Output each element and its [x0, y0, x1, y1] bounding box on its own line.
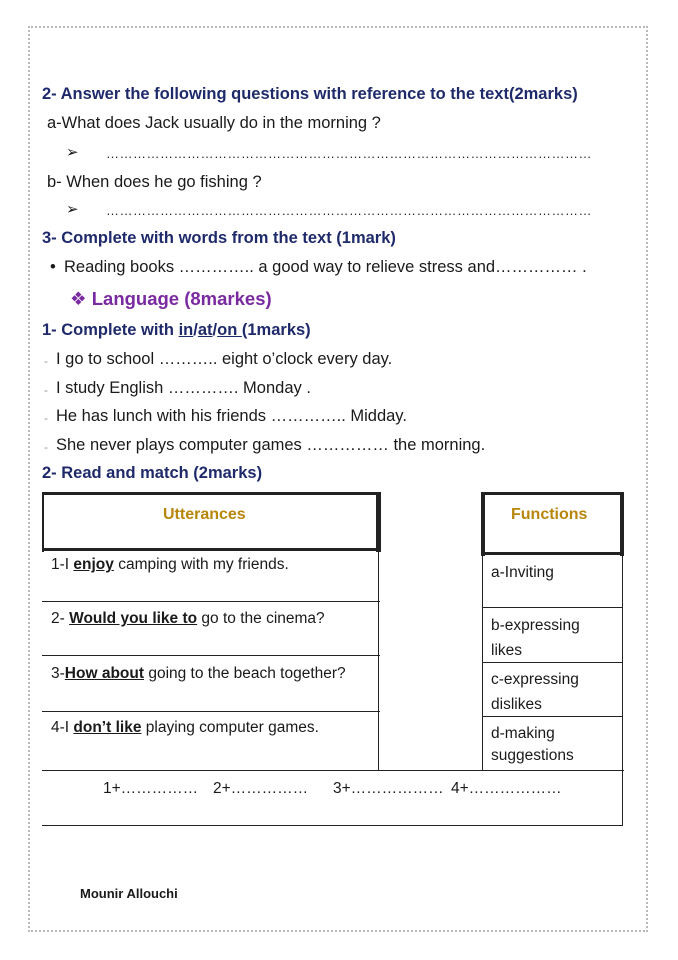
function-d-line-2: suggestions — [491, 747, 574, 764]
section-2-title: 2- Answer the following questions with reference to the text(2marks) — [42, 85, 578, 103]
exercise-item-3: He has lunch with his friends ………….. Midday. — [56, 407, 407, 425]
function-c-line-2: dislikes — [491, 696, 542, 713]
answer-slot-1: 1+…………… — [103, 780, 199, 797]
dash-marker: - — [44, 354, 48, 368]
bullet-icon: • — [50, 258, 56, 276]
question-a: a-What does Jack usually do in the morning ? — [47, 114, 381, 132]
function-b-line-2: likes — [491, 642, 523, 659]
dash-marker: - — [44, 440, 48, 454]
table-header-functions: Functions — [511, 506, 588, 523]
exercise-item-2: I study English …………. Monday . — [56, 379, 311, 397]
exercise-item-1: I go to school ……….. eight o’clock every day. — [56, 350, 393, 368]
arrow-icon: ➢ — [66, 201, 79, 218]
function-b: b-expressing — [491, 617, 580, 634]
utterance-3: 3-How about going to the beach together? — [51, 665, 346, 682]
arrow-icon: ➢ — [66, 144, 79, 161]
answer-line-b: ……………………………………………………………………………………………… — [106, 203, 592, 218]
function-d: d-making — [491, 725, 555, 742]
section-3-title: 3- Complete with words from the text (1mark) — [42, 229, 396, 247]
utterance-4: 4-I don’t like playing computer games. — [51, 719, 319, 736]
utterance-2: 2- Would you like to go to the cinema? — [51, 610, 325, 627]
function-a: a-Inviting — [491, 564, 554, 581]
utterance-1: 1-I enjoy camping with my friends. — [51, 556, 289, 573]
author-signature: Mounir Allouchi — [80, 886, 178, 901]
exercise-item-4: She never plays computer games …………… the morning. — [56, 436, 486, 454]
question-b: b- When does he go fishing ? — [47, 173, 262, 191]
answer-slot-4: 4+……………… — [451, 780, 562, 797]
answer-line-a: ……………………………………………………………………………………………… — [106, 146, 592, 161]
answer-slot-2: 2+…………… — [213, 780, 309, 797]
answer-slot-3: 3+……………… — [333, 780, 444, 797]
table-header-utterances: Utterances — [163, 506, 246, 523]
language-part-1-title: 1- Complete with in/at/on (1marks) — [42, 321, 311, 339]
language-title: ❖ Language (8markes) — [70, 288, 272, 309]
dash-marker: - — [44, 383, 48, 397]
function-c: c-expressing — [491, 671, 579, 688]
dash-marker: - — [44, 411, 48, 425]
section-3-sentence: Reading books ………….. a good way to relieve stress and…………… . — [64, 258, 587, 276]
language-part-2-title: 2- Read and match (2marks) — [42, 464, 263, 482]
